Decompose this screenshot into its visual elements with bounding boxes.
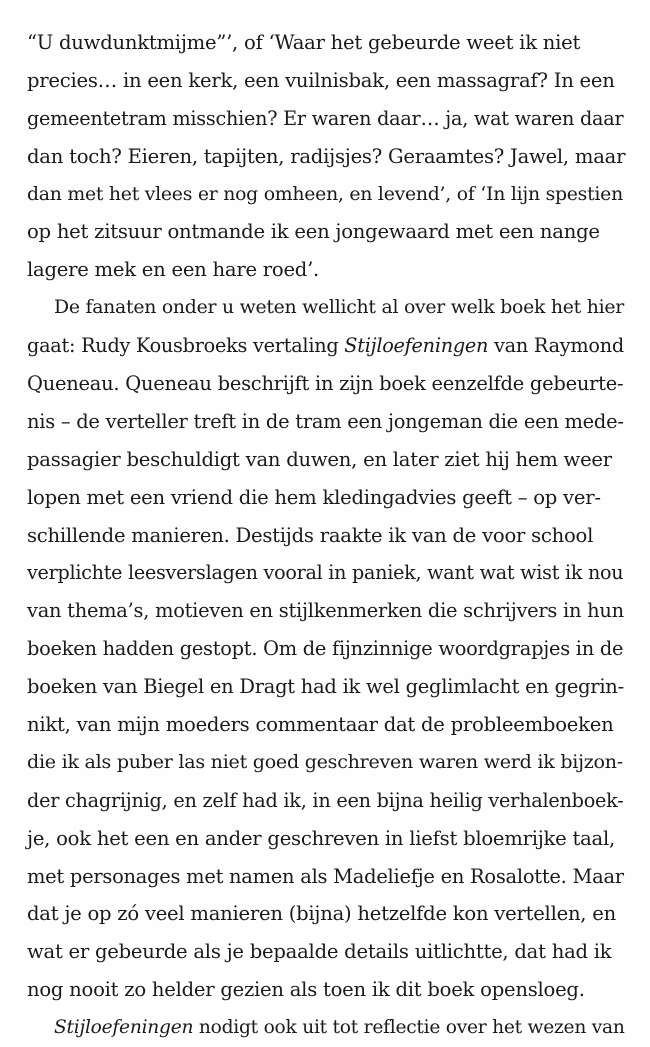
text-segment: dat je op zó veel manieren (bijna) hetzelfde kon vertellen, en: [27, 902, 616, 926]
text-line: [27, 971, 627, 1009]
text-line: [27, 441, 627, 479]
text-line: [27, 213, 627, 251]
text-line: [27, 138, 627, 176]
text-line: [27, 62, 627, 100]
text-segment: nog nooit zo helder gezien als toen ik dit boek opensloeg.: [27, 978, 585, 1002]
text-line: [27, 365, 627, 403]
text-segment: je, ook het een en ander geschreven in liefst bloemrijke taal,: [27, 826, 615, 850]
text-line: [27, 554, 627, 592]
text-segment: van thema’s, motieven en stijlkenmerken die schrijvers in hun: [27, 599, 624, 623]
body-text: [27, 24, 627, 1047]
text-segment: verplichte leesverslagen vooral in paniek, want wat wist ik nou: [27, 561, 624, 585]
text-segment: op het zitsuur ontmande ik een jongewaard met een nange: [27, 220, 600, 244]
text-line: [27, 706, 627, 744]
text-line: [27, 100, 627, 138]
text-segment: dan met het vlees er nog omheen, en levend’, of ‘In lijn spestien: [27, 183, 623, 205]
text-line: [27, 858, 627, 896]
text-segment: boeken van Biegel en Dragt had ik wel geglimlacht en gegrin-: [27, 675, 624, 699]
text-segment: Queneau. Queneau beschrijft in zijn boek eenzelfde gebeurte-: [27, 372, 624, 396]
book-title-italic: Stijloefeningen: [344, 334, 489, 358]
text-segment: nodigt ook uit tot reflectie over het wezen van: [193, 1017, 625, 1039]
book-title-italic: Stijloefeningen: [54, 1017, 194, 1039]
text-segment: nikt, van mijn moeders commentaar dat de probleemboeken: [27, 713, 614, 737]
text-line: [27, 820, 627, 858]
text-segment: van Raymond: [488, 334, 624, 358]
text-segment: “U duwdunktmijme”’, of ‘Waar het gebeurde weet ik niet: [27, 31, 581, 54]
text-line: [27, 933, 627, 971]
text-line: [27, 668, 627, 706]
text-line: [27, 24, 627, 62]
text-line: [27, 176, 627, 214]
text-segment: dan toch? Eieren, tapijten, radijsjes? Geraamtes? Jawel, maar: [27, 144, 626, 168]
text-segment: boeken hadden gestopt. Om de fijnzinnige woordgrapjes in de: [27, 637, 624, 661]
text-segment: der chagrijnig, en zelf had ik, in een bijna heilig verhalenboek-: [27, 788, 624, 812]
text-segment: nis – de verteller treft in de tram een jongeman die een mede-: [27, 409, 624, 433]
text-line: [27, 479, 627, 517]
text-line: [27, 517, 627, 555]
text-line: [27, 744, 627, 782]
text-segment: schillende manieren. Destijds raakte ik van de voor school: [27, 523, 594, 547]
text-segment: die ik als puber las niet goed geschreven waren werd ik bijzon-: [27, 750, 623, 773]
text-line: [27, 630, 627, 668]
text-line: [27, 592, 627, 630]
text-line: [27, 251, 627, 289]
text-line: [27, 327, 627, 365]
text-line: [27, 1009, 627, 1047]
text-segment: passagier beschuldigt van duwen, en later ziet hij hem weer: [27, 447, 612, 471]
text-segment: precies… in een kerk, een vuilnisbak, een massagraf? In een: [27, 68, 615, 92]
text-segment: gaat: Rudy Kousbroeks vertaling: [27, 334, 345, 358]
text-line: [27, 782, 627, 820]
text-line: [27, 289, 627, 327]
text-segment: lopen met een vriend die hem kledingadvies geeft – op ver-: [27, 485, 601, 509]
text-segment: lagere mek en een hare roed’.: [27, 258, 320, 282]
text-line: [27, 403, 627, 441]
text-segment: gemeentetram misschien? Er waren daar… ja, wat waren daar: [27, 106, 624, 130]
text-segment: wat er gebeurde als je bepaalde details uitlichtte, dat had ik: [27, 940, 612, 964]
text-line: [27, 895, 627, 933]
text-segment: De fanaten onder u weten wellicht al over welk boek het hier: [54, 297, 625, 319]
text-segment: met personages met namen als Madeliefje en Rosalotte. Maar: [27, 864, 624, 888]
